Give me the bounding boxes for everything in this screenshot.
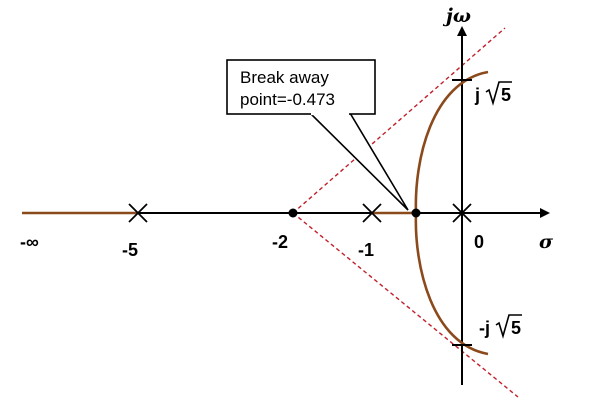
tick-label-neg-infinity: -∞ [20, 232, 39, 252]
tick-label-0: 0 [474, 232, 485, 252]
tick-label-minus-5: -5 [122, 240, 139, 260]
imag-axis-label: jω [446, 5, 471, 27]
tick-label-minus-2: -2 [272, 232, 289, 252]
imag-label-lower [479, 315, 522, 338]
imag-label-lower-radicand: 5 [511, 318, 522, 338]
breakaway-point [412, 209, 421, 218]
callout-line-2: point=-0.473 [240, 90, 335, 109]
imag-label-lower-prefix: -j [479, 318, 490, 338]
imag-label-upper-radicand: 5 [501, 85, 512, 105]
imag-label-upper-prefix: j [475, 85, 481, 105]
centroid-point [289, 209, 298, 218]
imag-label-upper [474, 82, 512, 105]
tick-label-minus-1: -1 [358, 240, 375, 260]
real-axis-label: σ [539, 231, 554, 253]
callout-pointer [310, 113, 408, 210]
callout-line-1: Break away [240, 68, 329, 87]
asymptote-lower [293, 213, 518, 397]
